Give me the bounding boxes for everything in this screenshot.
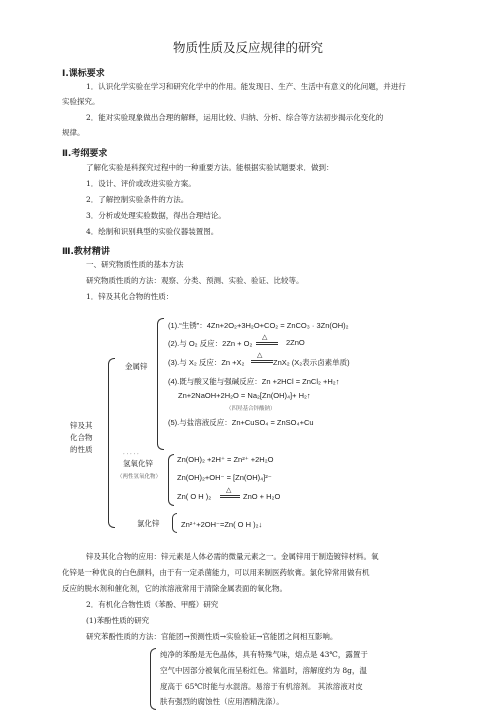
hydroxide-label: 氢氧化锌 (123, 459, 153, 468)
equals-sign (251, 360, 273, 361)
section-heading-textbook: Ⅲ.教材精讲 (62, 247, 110, 257)
reaction-hydroxide-base: Zn(OH)₂+OH⁻ = [Zn(OH)₄]²⁻ (177, 473, 272, 482)
phenol-property-line: 度高于 65℃时能与水混溶。易溶于有机溶剂。 其浓溶液对皮 (160, 682, 363, 691)
list-item: 1．设计、评价或改进实验方案。 (86, 179, 196, 188)
paragraph-line: 1．锌及其化合物的性质： (86, 292, 174, 301)
metal-zinc-label: 金属锌 (125, 362, 148, 371)
equals-sign (256, 342, 278, 343)
dots: · · · · · (123, 452, 139, 458)
equals-sign (251, 362, 273, 363)
hydroxide-note: （两性氢氧化物） (117, 474, 162, 480)
reaction-salt: (5).与盐溶液反应：Zn+CuSO₄ = ZnSO₄+Cu (168, 418, 314, 427)
paragraph-line: 实验探究。 (62, 97, 100, 106)
reaction-hydroxide-acid: Zn(OH)₂ +2H⁺ = Zn²⁺ +2H₂O (177, 455, 274, 464)
paragraph-line: 化锌是一种优良的白色颜料，由于有一定杀菌能力，可以用来制医药软膏。氯化锌常用做有机 (62, 568, 370, 577)
reaction-rust: (1).“生锈”：4Zn+2O₂+3H₂O+CO₂ = ZnCO₃ · 3Zn(OH)₂ (168, 321, 349, 330)
reaction-hydroxide-heat-product: ZnO + H₂O (243, 492, 281, 501)
equals-sign (256, 344, 278, 345)
page-title: 物质性质及反应规律的研究 (172, 40, 323, 55)
equals-sign (220, 495, 240, 496)
heat-symbol: △ (226, 486, 232, 494)
section-heading-syllabus: Ⅱ.考纲要求 (62, 149, 108, 159)
paragraph-line: 1．认识化学实验在学习和研究化学中的作用。能发现日、生产、生活中有意义的化问题，并进行 (86, 82, 406, 91)
annotation-zincate: （四羟基合锌酸钠） (226, 406, 276, 412)
chloride-label: 氯化锌 (137, 519, 160, 528)
hydroxide-brace (168, 454, 174, 506)
list-item: 2．了解控制实验条件的方法。 (86, 195, 189, 204)
paragraph-line: 反应的脱水剂和催化剂，它的浓溶液常用于清除金属表面的氧化物。 (62, 584, 287, 593)
paragraph-line: 2．有机化合物性质（苯酚、甲醛）研究 (86, 600, 219, 609)
heat-symbol: △ (262, 333, 268, 341)
phenol-property-line: 空气中因部分被氧化而呈粉红色。常温时，溶解度约为 8g，温 (160, 666, 367, 675)
list-item: 3．分析或处理实验数据，得出合理结论。 (86, 211, 226, 220)
root-brace (108, 358, 115, 528)
paragraph-line: 2．能对实验现象做出合理的解释，运用比较、归纳、分析、综合等方法初步揭示化变化的 (86, 113, 384, 122)
paragraph-line: (1)苯酚性质的研究 (86, 616, 150, 625)
paragraph-line: 规律。 (62, 128, 85, 137)
section-heading-standards: Ⅰ.课标要求 (62, 69, 105, 79)
paragraph-line: 研究物质性质的方法：观察、分类、预测、实验、验证、比较等。 (86, 276, 304, 285)
paragraph-line: 研究苯酚性质的方法：官能团→预测性质→实验验证→官能团之间相互影响。 (86, 632, 338, 641)
reaction-hydroxide-heat: Zn( O H )₂ (177, 492, 212, 501)
reaction-oxygen: (2).与 O₂ 反应：2Zn + O₂ (168, 339, 253, 348)
reaction-oxygen-product: 2ZnO (286, 338, 305, 347)
reaction-chloride: Zn²⁺+2OH⁻=Zn( O H )₂↓ (181, 520, 263, 529)
reaction-acid: (4).既与酸又能与强碱反应：Zn +2HCl = ZnCl₂ +H₂↑ (168, 377, 340, 386)
equals-sign (220, 497, 240, 498)
paragraph-line: 一、研究物质性质的基本方法 (86, 260, 184, 269)
phenol-property-line: 肤有强烈的腐蚀性（应用酒精洗涤）。 (160, 697, 284, 706)
metal-brace (157, 318, 164, 450)
paragraph-line: 锌及其化合物的应用：锌元素是人体必需的微量元素之一。金属锌用于制造镀锌材料。氧 (86, 552, 379, 561)
paragraph-line: 了解化实验是科探究过程中的一种重要方法。能根据实验试题要求．做到： (86, 163, 334, 172)
reaction-halogen-product: ZnX₂ (X₂表示卤素单质) (273, 358, 350, 367)
reaction-halogen: (3).与 X₂ 反应：Zn +X₂ (168, 358, 245, 367)
list-item: 4．绘制和识别典型的实验仪器装置图。 (86, 227, 219, 236)
chloride-brace (172, 513, 177, 533)
heat-symbol: △ (257, 351, 263, 359)
reaction-base: Zn+2NaOH+2H₂O = Na₂[Zn(OH)₄]+ H₂↑ (178, 391, 311, 400)
phenol-property-line: 纯净的苯酚是无色晶体，具有特殊气味，熔点是 43℃，露置于 (160, 650, 368, 659)
phenol-brace (150, 648, 156, 710)
diagram-root: 锌及其 化合物 的性质 (70, 421, 93, 454)
